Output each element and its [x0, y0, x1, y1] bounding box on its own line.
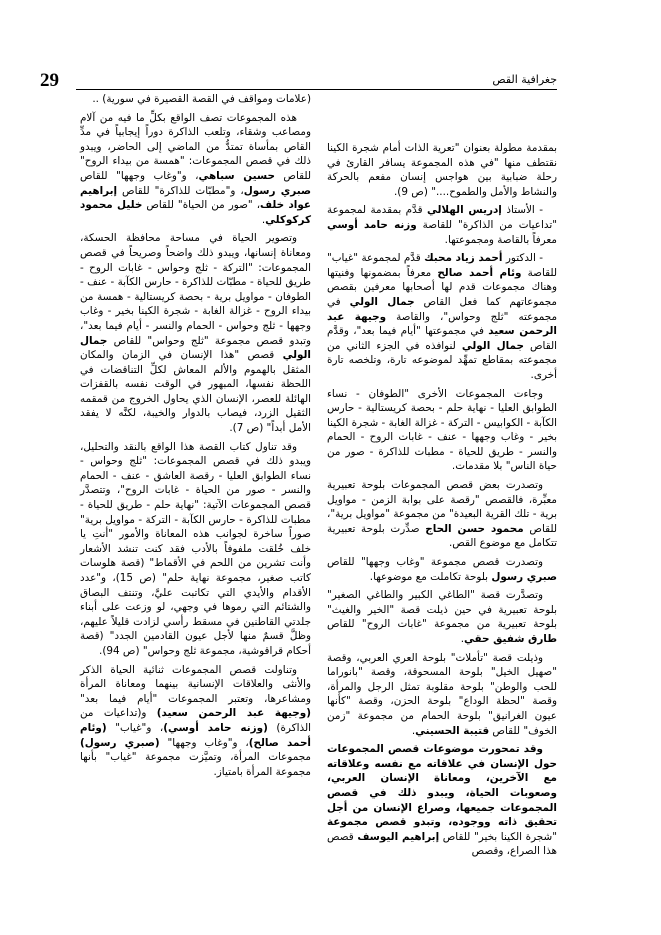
person-name: صبري رسول [243, 184, 311, 197]
person-name: وجيهة عبد الرحمن سعيد [327, 310, 557, 338]
text-run: لنوافذه في الجزء الثاني من مجموعته بمقاطع تمهِّد لموضوعه تارة، وتلخصه تارة أخرى. [327, 339, 557, 381]
text-run: هذه المجموعات تصف الواقع بكلِّ ما فيه من آلام ومصاعب وشقاء، وتلعب الذاكرة دوراً إيجابياً في مدِّ القاص بمأساة تمتدُّ من الماضي إلى الحاضر، ويبدو ذلك في قصص المجموعات: "همسة من بيداء الروح" للقاص [80, 111, 311, 182]
emphasis-run: وقد تمحورت موضوعات قصص المجموعات حول الإنسان في علاقاته مع نفسه وعلاقاته مع الآخرين، ومعاناة الإنسان العربي، وصعوبات الحياة، ويبدو ذلك في قصص المجموعات جميعها، وصراع الإنسان من أجل تحقيق ذاته ووجوده، وتبدو قصص مجموعة [327, 743, 557, 829]
text-run: ، و"غياب" [106, 721, 164, 734]
running-title: جغرافية القص [492, 73, 557, 86]
text-run: وتصدرت قصص مجموعة "وغاب وجهها" للقاص [327, 556, 543, 569]
text-run: ، "صور من الحياة" للقاص [142, 199, 261, 212]
person-name: (وزنه حامد أوسي) [163, 721, 268, 734]
text-run: معرفاً بمضمونها وفنيتها وهناك مجموعات قدم لها أصحابها معرفين بقصص مجموعاتهم كما فعل القاص [327, 266, 557, 308]
left-column [80, 92, 311, 779]
person-name: جمال الولي [461, 339, 524, 352]
text-run: صدِّرت بلوحة تعبيرية تتكامل مع موضوع القص. [327, 522, 557, 550]
text-run: قدَّم لمجموعة "غياب" للقاصة [327, 252, 557, 279]
right-column [327, 141, 557, 859]
text-run: معرفاً بالقاصة ومجموعتها. [444, 233, 557, 246]
paragraph: بمقدمة مطولة بعنوان "تعرية الذات أمام شجرة الكينا نقتطف منها "في هذه المجموعة يسافر القارئ في رحلة ضبابية بين هواجس إنسان مفعم بالحركة والنشاط والأمل والطموح...." (ص 9). [327, 142, 557, 198]
paragraph [80, 663, 311, 780]
text-run: في مجموعتها "أيام فيما بعد"، وقدَّم القاص [327, 325, 557, 352]
text-run: . [261, 213, 266, 226]
paragraph [327, 203, 557, 247]
text-run: بلوحة تكاملت مع موضوعها. [369, 570, 492, 583]
person-name: جمال الولي [349, 295, 415, 308]
text-run: ، و"مطبّات للذاكرة" للقاص [117, 184, 244, 197]
page-number: 29 [40, 70, 59, 91]
person-name: إبراهيم عواد خلف [80, 184, 311, 212]
text-run: وذيلت قصة "تأملات" بلوحة العري العربي، وقصة "صهيل الخيل" بلوحة المسحوقة، وقصة "بانوراما للحب والوطن" بلوحة مقلوبة تمثل الرجل والمرأة، وقصة "لحظة الوداع" بلوحة الحزن، وقصة "كأنها عيون الغرانيق" بلوحة الحمام من مجموعة "زمن الخوف" للقاص [327, 651, 557, 737]
paragraph [327, 588, 557, 646]
text-run: . [460, 633, 465, 645]
text-run: ، و"وغاب وجهها" للقاص [80, 169, 199, 182]
paragraph [327, 478, 557, 551]
person-name: (صبري رسول) [80, 736, 160, 749]
person-name: طارق شفيق حقي [464, 633, 557, 645]
text-run: وتصدَّرت قصة "الطاغي الكبير والطاغي الصغير" بلوحة تعبيرية في حين ذيلت قصة "الخير والغيث" بلوحة تعبيرية من مجموعة "غابات الروح" للقاص [327, 589, 557, 631]
paragraph [80, 111, 311, 228]
person-name: (وجيهة عبد الرحمن سعيد) [156, 707, 311, 720]
text-run: وتصوير الحياة في مساحة محافظة الحسكة، ومعاناة إنسانها، ويبدو ذلك واضحاً وصريحاً في قصص المجموعات: "التركة - ثلج وحواس - غابات الروح - طريق للحياة - مطبّات للذاكرة - حارس الكآبة - عنف - الطوفان - مواويل برية - بحصة كريستالية - همسة من بيداء الروح - غزالة الغابة - شجرة الكينا بخير - وغاب وجهها - ثلج وحواس - الحمام والنسر - أيام فيما بعد"، وتبدو قصص مجموعة "ثلج وحواس" للقاص [80, 232, 311, 347]
person-name: جمال الولي [80, 334, 311, 362]
person-name: وزنه حامد أوسي [327, 218, 417, 231]
text-run: - الأستاذ [501, 204, 543, 217]
text-run: وتناولت قصص المجموعات ثنائية الحياة الذكر والأنثى والعلاقات الإنسانية بينهما ومعاناة المرأة ومشاعرها، وتعتبر المجموعات "أيام فيما بعد" [80, 663, 311, 705]
person-name: خليل محمود كركوكلي [80, 199, 311, 226]
paragraph: وجاءت المجموعات الأخرى "الطوفان - نساء الطوابق العليا - نهاية حلم - بحصة كريستالية - حارس الكآبة - الكوابيس - التركة - غزالة الغابة - شجرة الكينا بخير - وغاب وجهها - عنف - غابات الروح - الحمام والنسر - طريق للحياة - مطبات للذاكرة - صور من حياة الناس" بلا مقدمات. [327, 387, 557, 473]
text-run: و(تداعيات من الذاكرة) [80, 707, 311, 734]
text-run: - الدكتور [502, 252, 543, 265]
text-run: في مجموعته "ثلج وحواس"، والقاصة [327, 295, 558, 323]
text-run: قدَّم بمقدمة لمجموعة "تداعيات من الذاكرة" للقاصة [327, 204, 557, 231]
text-run: قصص هذا الصراع، وقصص [327, 830, 557, 858]
text-run: ، و"وغاب وجهها" [159, 736, 249, 749]
text-run: وتصدرت بعض قصص المجموعات بلوحة تعبيرية معبِّرة، فالقصص "رقصة على بوابة الزمن - مواويل برية - تلك القرية البعيدة" من مجموعة "مواويل برية"، للقاص [327, 479, 557, 535]
header-rule [76, 89, 557, 90]
text-run: مجموعات المرأة، وتميَّزت مجموعة "غياب" بأنها مجموعة المرأة بامتياز. [80, 751, 311, 778]
text-run: "شجرة الكينا بخير" للقاص [439, 830, 557, 843]
text-run: . [411, 724, 416, 737]
paragraph [327, 555, 557, 584]
person-name: صبري رسول [491, 570, 557, 583]
person-name: قتيبة الحسيني [415, 724, 490, 737]
paragraph [327, 251, 557, 382]
person-name: محمود حسن الحاج [425, 522, 524, 535]
continued-heading: (علامات ومواقف في القصة القصيرة في سورية) .. [92, 93, 311, 105]
person-name: (وئام أحمد صالح) [80, 721, 311, 749]
text-run: قصص "هذا الإنسان في الزمان والمكان المثقل بالهموم والألم المعاش لكلِّ التناقضات في اللحظة نفسها، المبهور في الوقت نفسه بالقفزات الهائلة للعصر، الإنسان الذي يحاول الخروج من قمقمه الثقيل الزرد، فيصاب بالدوار والخيبة، لكنَّه لا يفقد الأمل أبداً" (ص 7). [80, 349, 311, 435]
person-name: أحمد زياد محبك [424, 252, 503, 265]
paragraph [327, 742, 557, 859]
paragraph: وقد تناول كتاب القصة هذا الواقع بالنقد والتحليل، ويبدو ذلك في قصص المجموعات: "ثلج وحواس - نساء الطوابق العليا - رقصة العاشق - عنف - الحمام والنسر - صور من الحياة - غابات الروح"، وتتصدَّر قصص المجموعات الآتية: "نهاية حلم - طريق للحياة - مطبات للذاكرة - حارس الكآبة - التركة - مواويل برية" صوراً ساخرة لجوانب هذه المعاناة والأمور "أنتِ يا خلف خُلقت ملفوفاً بالأدب فقد كنت تنشد الأشعار وأنت تشرين من اللحم في الأقماط" (قصة هلوسات كاتب صغير، مجموعة نهاية حلم" (ص 15)، و"عدد الأقدام والأيدي التي تكاتبت عليَّ، وتنتف البصاق والشتائم التي رموها في وجهي، لو وزعت على أبناء جلدتي القاطنين في مسقط رأسي لزادت قليلاً عليهم، وظلَّ قسمٌ منها لأجل عيون القادمين الجدد" (قصة أحكام قراقوشية، مجموعة ثلج وحواس" (ص 94). [80, 440, 312, 657]
paragraph [327, 651, 557, 739]
person-name: وئام أحمد صالح [437, 266, 522, 279]
person-name: حسين سباهي [198, 169, 275, 182]
person-name: إدريس الهلالي [427, 204, 502, 217]
paragraph [80, 231, 311, 435]
person-name: إبراهيم اليوسف [357, 830, 440, 843]
